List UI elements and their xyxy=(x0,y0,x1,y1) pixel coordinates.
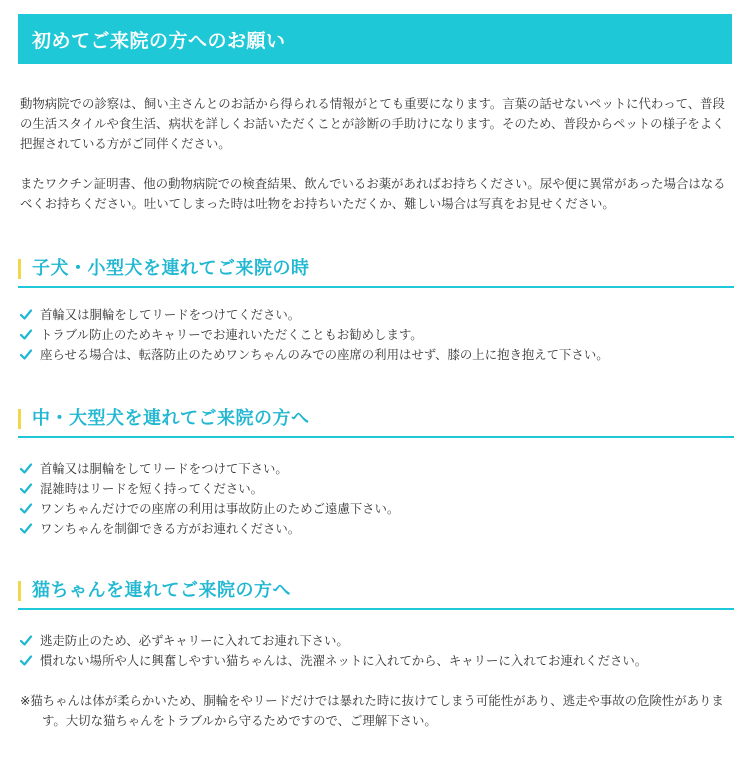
list-item-text: トラブル防止のためキャリーでお連れいただくこともお勧めします。 xyxy=(40,327,423,342)
checkmark-icon xyxy=(18,327,34,341)
heading-accent-bar xyxy=(18,581,21,601)
title-banner xyxy=(18,14,732,64)
list-item-text: ワンちゃんだけでの座席の利用は事故防止のためご遠慮下さい。 xyxy=(40,501,400,516)
section-title-cat: 猫ちゃんを連れてご来院の方へ xyxy=(32,580,291,601)
list-item xyxy=(18,478,734,498)
checklist-small-dog xyxy=(18,304,734,364)
section-heading-small-dog xyxy=(18,258,734,288)
checkmark-icon xyxy=(18,521,34,535)
list-item-text: ワンちゃんを制御できる方がお連れください。 xyxy=(40,521,301,536)
section-heading-large-dog xyxy=(18,408,734,438)
checkmark-icon xyxy=(18,633,34,647)
list-item-text: 慣れない場所や人に興奮しやすい猫ちゃんは、洗濯ネットに入れてから、キャリーに入れてお連れください。 xyxy=(40,653,648,668)
section-heading-cat xyxy=(18,580,734,610)
heading-accent-bar xyxy=(18,259,21,279)
list-item xyxy=(18,518,734,538)
list-item-text: 首輪又は胴輪をしてリードをつけてください。 xyxy=(40,307,301,322)
list-item xyxy=(18,650,734,670)
list-item-text: 首輪又は胴輪をしてリードをつけて下さい。 xyxy=(40,461,288,476)
intro-paragraph-1: 動物病院での診察は、飼い主さんとのお話から得られる情報がとても重要になります。言葉の話せないペットに代わって、普段の生活スタイルや食生活、病状を詳しくお話いただくことが診断の手助けになります。そのため、普段からペットの様子をよく把握されている方がご同伴ください。 xyxy=(20,96,725,151)
checkmark-icon xyxy=(18,347,34,361)
list-item-text: 座らせる場合は、転落防止のためワンちゃんのみでの座席の利用はせず、膝の上に抱き抱えて下さい。 xyxy=(40,347,609,362)
list-item xyxy=(18,344,734,364)
checklist-cat xyxy=(18,630,734,670)
list-item xyxy=(18,498,734,518)
checkmark-icon xyxy=(18,481,34,495)
section-title-small-dog: 子犬・小型犬を連れてご来院の時 xyxy=(32,258,310,279)
list-item-text: 混雑時はリードを短く持ってください。 xyxy=(40,481,264,496)
list-item xyxy=(18,458,734,478)
page-title: 初めてご来院の方へのお願い xyxy=(32,29,286,52)
checkmark-icon xyxy=(18,501,34,515)
list-item-text: 逃走防止のため、必ずキャリーに入れてお連れ下さい。 xyxy=(40,633,349,648)
checkmark-icon xyxy=(18,307,34,321)
cat-note: ※猫ちゃんは体が柔らかいため、胴輪をやリードだけでは暴れた時に抜けてしまう可能性があり、逃走や事故の危険性があります。大切な猫ちゃんをトラブルから守るためですので、ご理解下さい。 xyxy=(20,693,724,728)
list-item xyxy=(18,304,734,324)
checkmark-icon xyxy=(18,461,34,475)
checkmark-icon xyxy=(18,653,34,667)
checklist-large-dog xyxy=(18,458,734,538)
section-title-large-dog: 中・大型犬を連れてご来院の方へ xyxy=(32,408,310,429)
heading-accent-bar xyxy=(18,409,21,429)
list-item xyxy=(18,630,734,650)
intro-paragraph-2: またワクチン証明書、他の動物病院での検査結果、飲んでいるお薬があればお持ちください。尿や便に異常があった場合はなるべくお持ちください。吐いてしまった時は吐物をお持ちいただくか、難しい場合は写真をお見せください。 xyxy=(20,176,726,211)
list-item xyxy=(18,324,734,344)
